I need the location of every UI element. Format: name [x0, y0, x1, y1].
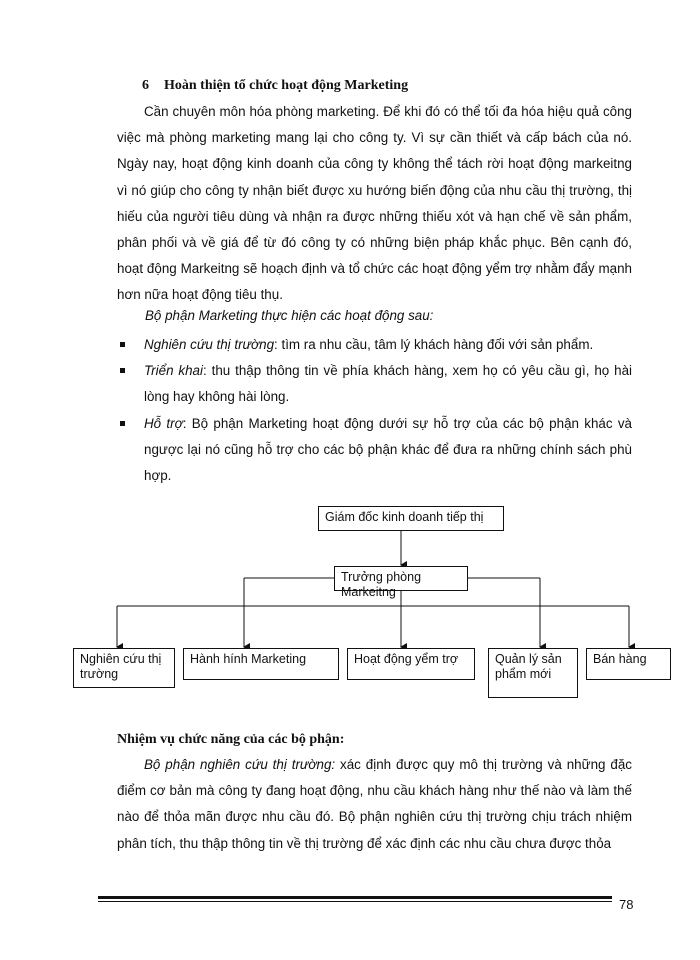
org-box-department: Hoạt động yểm trợ — [347, 648, 475, 680]
list-item — [117, 358, 632, 410]
org-box-department: Hành hính Marketing — [183, 648, 339, 680]
bullet-term: Nghiên cứu thị trường — [144, 337, 275, 352]
activities-intro: Bộ phận Marketing thực hiện các hoạt động sau: — [145, 308, 434, 323]
bullet-text: : tìm ra nhu cầu, tâm lý khách hàng đối với sản phẩm. — [274, 337, 594, 352]
bullet-term: Triển khai — [144, 363, 203, 379]
intro-paragraph: Cần chuyên môn hóa phòng marketing. Để khi đó có thể tối đa hóa hiệu quả công việc mà phòng marketing mang lại cho công ty. Vì sự cần thiết và cấp bách của nó. Ngày nay, hoạt động kinh doanh của công ty không thể tách rời hoạt động markeitng vì nó giúp cho công ty nhận biết được xu hướng biến động của nhu cầu thị trường, thị hiếu của người tiêu dùng và nhận ra được những thiếu xót và hạn chế về sản phẩm, phân phối và về giá để từ đó công ty có những biện pháp khắc phục. Bên cạnh đó, hoạt động Markeitng sẽ hoạch định và tổ chức các hoạt động yểm trợ nhằm đẩy mạnh hơn nữa hoạt động tiêu thụ. — [117, 104, 632, 303]
bullet-square-icon — [120, 368, 125, 373]
bullet-term: Hỗ trợ — [144, 415, 183, 431]
bullet-text: : thu thập thông tin về phía khách hàng, xem họ có yêu cầu gì, họ hài lòng hay không hài lòng. — [144, 363, 632, 405]
org-box-department: Bán hàng — [586, 648, 671, 680]
footer-rule — [98, 896, 612, 899]
org-box-department: Quản lý sản phẩm mới — [488, 648, 578, 698]
research-term: Bộ phận nghiên cứu thị trường: — [144, 757, 336, 772]
bullet-text: : Bộ phận Marketing hoạt động dưới sự hỗ trợ của các bộ phận khác và ngược lại nó cũng hỗ trợ cho các bộ phận khác để đưa ra những chính sách phù hợp. — [144, 415, 632, 484]
org-box-director: Giám đốc kinh doanh tiếp thị — [318, 506, 504, 531]
activities-list — [117, 332, 632, 489]
list-item — [117, 411, 632, 490]
bullet-square-icon — [120, 421, 125, 426]
section-title: Nhiệm vụ chức năng của các bộ phận: — [117, 732, 345, 747]
research-paragraph — [117, 752, 632, 857]
section-heading — [142, 78, 408, 94]
section-number: 6 — [142, 78, 149, 93]
footer-rule-thin — [98, 901, 612, 902]
list-item — [117, 332, 632, 358]
page-number: 78 — [619, 897, 634, 912]
org-box-manager: Trưởng phòng Markeitng — [334, 566, 468, 591]
research-text: xác định được quy mô thị trường và những đặc điểm cơ bản mà công ty đang hoạt động, nhu cầu khách hàng như thế nào và làm thế nào để thỏa mãn được nhu cầu đó. Bộ phận nghiên cứu thị trường chịu trách nhiệm phân tích, thu thập thông tin về thị trường để xác định các nhu cầu chưa được thỏa — [117, 757, 632, 851]
org-box-department: Nghiên cứu thị trường — [73, 648, 175, 688]
section-heading-title: Hoàn thiện tổ chức hoạt động Marketing — [164, 78, 409, 93]
bullet-square-icon — [120, 342, 125, 347]
